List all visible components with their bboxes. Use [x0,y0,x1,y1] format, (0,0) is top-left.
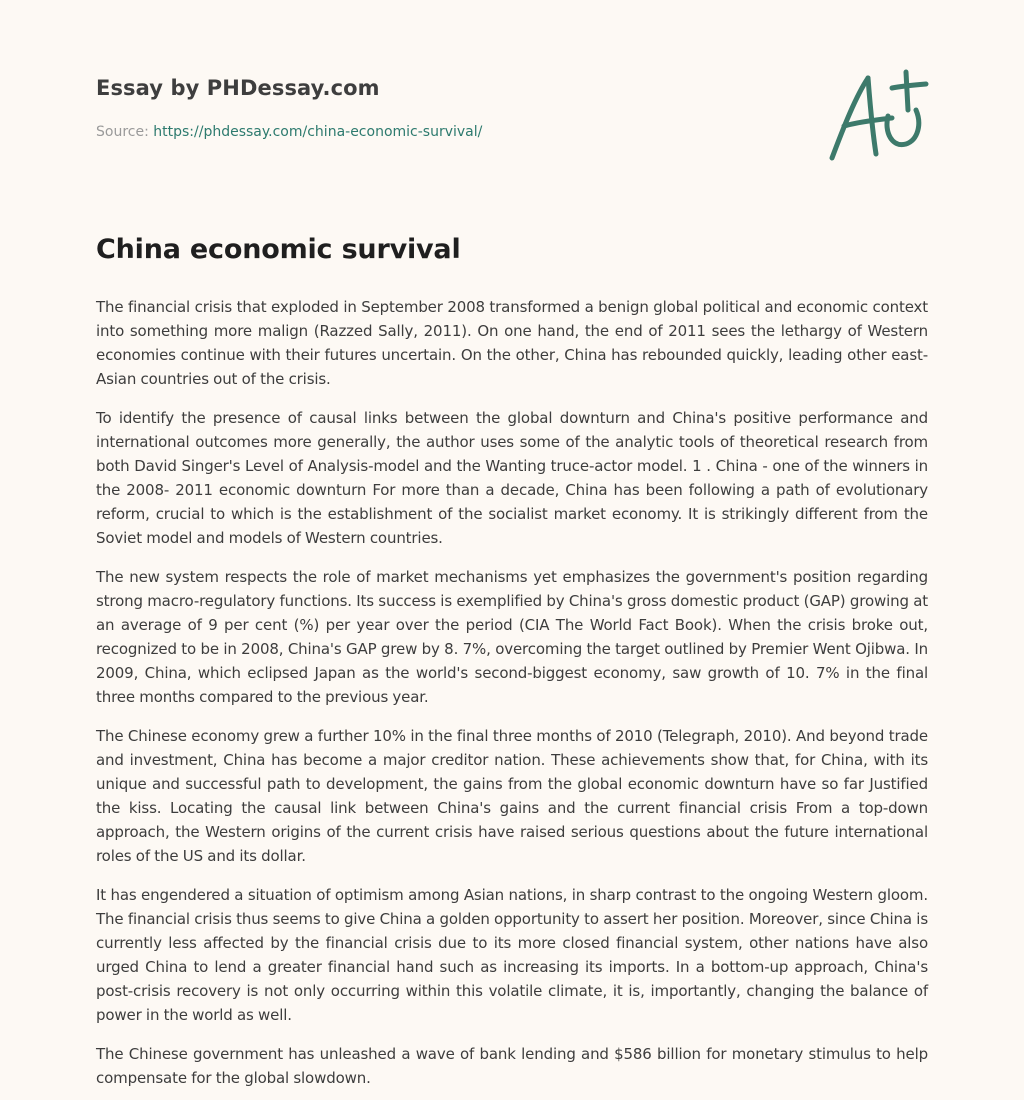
essay-paragraph: The Chinese government has unleashed a wave of bank lending and $586 billion for monetary stimulus to help compensate for the global slowdown. [96,1045,928,1087]
essay-paragraph: To identify the presence of causal links between the global downturn and China's positive performance and international outcomes more generally, the author uses some of the analytic tools of theoretical research from both David Singer's Level of Analysis-model and the Wanting truce-actor model. 1 . China - one of the winners in the 2008- 2011 economic downturn For more than a decade, China has been following a path of evolutionary reform, crucial to which is the establishment of the socialist market economy. It is strikingly different from the Soviet model and models of Western countries. [96,409,928,547]
source-label: Source: [96,124,154,140]
a-plus-logo-icon [822,66,932,166]
essay-paragraph: The new system respects the role of market mechanisms yet emphasizes the government's position regarding strong macro-regulatory functions. Its success is exemplified by China's gross domestic product (GAP) growing at an average of 9 per cent (%) per year over the period (CIA The World Fact Book). When the crisis broke out, recognized to be in 2008, China's GAP grew by 8. 7%, overcoming the target outlined by Premier Went Ojibwa. In 2009, China, which eclipsed Japan as the world's second-biggest economy, saw growth of 10. 7% in the final three months compared to the previous year. [96,568,928,706]
site-title: Essay by PHDessay.com [96,76,380,100]
essay-body [96,295,928,1090]
source-link[interactable]: https://phdessay.com/china-economic-survival/ [153,124,483,140]
essay-paragraph: It has engendered a situation of optimism among Asian nations, in sharp contrast to the ongoing Western gloom. The financial crisis thus seems to give China a golden opportunity to assert her position. Moreover, since China is currently less affected by the financial crisis due to its more closed financial system, other nations have also urged China to lend a greater financial hand such as increasing its imports. In a bottom-up approach, China's post-crisis recovery is not only occurring within this volatile climate, it is, importantly, changing the balance of power in the world as well. [96,886,928,1024]
page-header [96,0,928,190]
essay-paragraph: The Chinese economy grew a further 10% in the final three months of 2010 (Telegraph, 2010). And beyond trade and investment, China has become a major creditor nation. These achievements show that, for China, with its unique and successful path to development, the gains from the global economic downturn have so far Justified the kiss. Locating the causal link between China's gains and the current financial crisis From a top-down approach, the Western origins of the current crisis have raised serious questions about the future international roles of the US and its dollar. [96,727,928,865]
essay-paragraph: The financial crisis that exploded in September 2008 transformed a benign global political and economic context into something more malign (Razzed Sally, 2011). On one hand, the end of 2011 sees the lethargy of Western economies continue with their futures uncertain. On the other, China has rebounded quickly, leading other east-Asian countries out of the crisis. [96,298,928,388]
source-line [96,124,482,140]
essay-title: China economic survival [96,234,461,265]
